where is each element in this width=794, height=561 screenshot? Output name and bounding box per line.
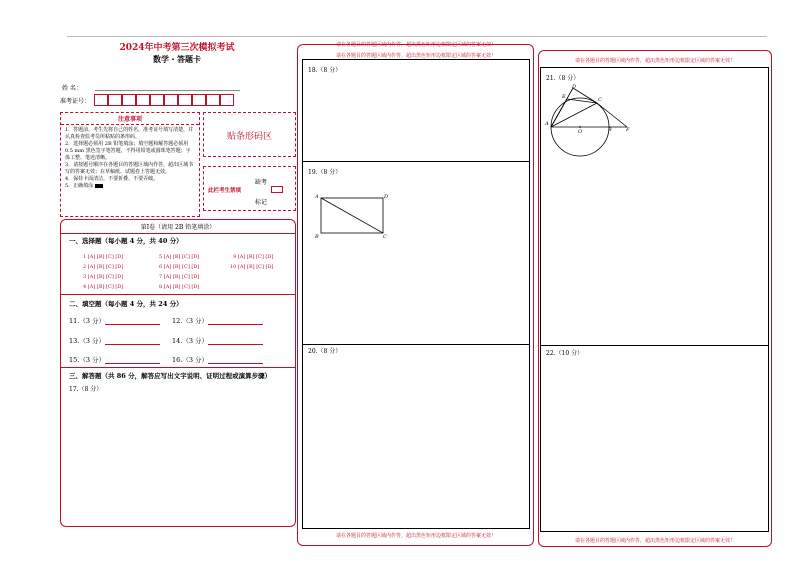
id-cell[interactable] (220, 94, 234, 106)
fill-title: 二、填空题（每小题 4 分，共 24 分） (69, 300, 183, 308)
center-dot (579, 126, 581, 128)
question-18-label: 18.（8 分） (308, 67, 342, 74)
id-cell[interactable] (136, 94, 150, 106)
absent-checkbox[interactable] (271, 186, 283, 193)
id-cell[interactable] (122, 94, 136, 106)
diagonal-ac (321, 198, 383, 233)
point-label-a: A (315, 194, 319, 200)
answer-title: 三、解答题（共 86 分，解答应写出文字说明、证明过程或演算步骤） (69, 372, 272, 380)
mcq-row[interactable]: 3 [A] [B] [C] [D] (83, 274, 124, 280)
mcq-row[interactable]: 9 [A] [B] [C] [D] (233, 254, 274, 260)
warning-top-1: 请在各题目的答题区域内作答，超出黑色矩形边框限定区域的答案无效！ (335, 42, 496, 48)
fill-label-16: 16.（3 分） (172, 356, 209, 364)
point-label-d: D (384, 194, 389, 200)
point-label-f: F (626, 127, 630, 133)
point-label-c: C (598, 97, 602, 103)
filled-sample (95, 184, 103, 188)
notice-list (61, 125, 199, 192)
warning-bottom: 请在各题目的答题区域内作答，超出黑色矩形边框限定区域的答案无效！ (335, 533, 496, 539)
notice-item: 3．请按题号顺序在各题目的答题区域内作答，超出区域书写的答案无效；在草稿纸、试题卷上答题无效。 (65, 162, 194, 175)
correct-fill-label: 5．正确填涂 (65, 183, 94, 189)
mcq-row[interactable]: 7 [A] [B] [C] [D] (159, 274, 200, 280)
question-21-label: 21.（8 分） (546, 75, 580, 82)
section-choice-fill-box (60, 219, 296, 527)
fill-label-14: 14.（3 分） (172, 337, 209, 345)
box-divider (303, 161, 529, 162)
answer-box-18-20 (302, 59, 530, 529)
notice-item: 1．答题前，考生先将自己的姓名，准考证号填写清楚，并认真检查监考员所粘贴的条形码。 (65, 127, 194, 140)
fill-blank-13[interactable] (105, 344, 160, 345)
section-divider (61, 367, 295, 368)
notice-title: 注意事项 (61, 113, 199, 125)
notice-item: 4．保持卡面清洁，不要折叠、不要弄破。 (65, 176, 159, 182)
absent-label-bottom: 标记 (255, 199, 268, 206)
question-22-label: 22.（10 分） (546, 350, 584, 357)
line-cf (597, 103, 627, 127)
point-label-e: E (562, 94, 566, 100)
absent-note: 此栏考生禁填 (208, 188, 242, 194)
id-cell[interactable] (178, 94, 192, 106)
fill-label-12: 12.（3 分） (172, 317, 209, 325)
point-label-o: O (578, 129, 583, 135)
id-cell[interactable] (94, 94, 108, 106)
mcq-row[interactable]: 4 [A] [B] [C] [D] (83, 284, 124, 290)
fill-blank-12[interactable] (208, 324, 263, 325)
barcode-label: 贴条形码区 (226, 132, 272, 142)
warning-top-col3: 请在各题目的答题区域内作答，超出黑色矩形边框限定区域的答案无效！ (574, 58, 735, 64)
question-17-label: 17.（8 分） (69, 386, 103, 393)
notice-box (60, 112, 200, 217)
point-label-a: A (545, 121, 549, 127)
fill-label-15: 15.（3 分） (69, 356, 106, 364)
warning-bottom-col3: 请在各题目的答题区域内作答，超出黑色矩形边框限定区域的答案无效！ (574, 538, 735, 544)
notice-item: 2．选择题必须用 2B 铅笔填涂；填空题和解答题必须用 0.5 mm 黑色签字笔答题，不得用铅笔或圆珠笔答题；字体工整、笔迹清晰。 (65, 141, 191, 161)
id-label: 准考证号： (60, 98, 91, 105)
box-divider (541, 345, 768, 346)
rectangle-abcd-figure (313, 192, 393, 242)
line-dc (573, 88, 597, 103)
exam-title: 2024年中考第三次模拟考试 (119, 43, 235, 53)
section1-header: 第Ⅰ卷（请用 2B 铅笔填涂） (61, 220, 295, 234)
absent-box (203, 166, 296, 211)
id-cell[interactable] (164, 94, 178, 106)
exam-subtitle: 数学・答题卡 (153, 54, 201, 64)
mcq-row[interactable]: 5 [A] [B] [C] [D] (159, 254, 200, 260)
id-cell[interactable] (150, 94, 164, 106)
absent-label-top: 缺考 (255, 179, 268, 186)
mcq-row[interactable]: 10 [A] [B] [C] [D] (230, 264, 274, 270)
name-line (95, 90, 240, 91)
id-cell[interactable] (206, 94, 220, 106)
answer-box-21-22 (540, 67, 769, 532)
question-19-label: 19.（8 分） (308, 169, 342, 176)
point-label-d: D (572, 84, 577, 90)
fill-blank-16[interactable] (208, 363, 263, 364)
mcq-row[interactable]: 8 [A] [B] [C] [D] (159, 284, 200, 290)
top-rule (67, 36, 767, 37)
barcode-area (203, 112, 296, 157)
question-20-label: 20.（8 分） (308, 348, 342, 355)
choice-title: 一、选择题（每小题 4 分，共 40 分） (69, 237, 183, 245)
point-label-c: C (383, 234, 387, 240)
section-divider (61, 294, 295, 295)
id-cell[interactable] (192, 94, 206, 106)
warning-top-2: 请在各题目的答题区域内作答，超出黑色矩形边框限定区域的答案无效！ (335, 53, 496, 59)
fill-blank-11[interactable] (105, 324, 160, 325)
box-divider (303, 344, 529, 345)
name-label: 姓 名： (62, 85, 82, 92)
point-label-b: B (315, 234, 319, 240)
notice-item (65, 183, 195, 190)
point-label-b: B (608, 127, 612, 133)
fill-blank-15[interactable] (105, 363, 160, 364)
circle-geometry-figure (547, 82, 637, 172)
mcq-row[interactable]: 1 [A] [B] [C] [D] (83, 254, 124, 260)
mcq-row[interactable]: 6 [A] [B] [C] [D] (159, 264, 200, 270)
id-cell[interactable] (108, 94, 122, 106)
fill-blank-14[interactable] (208, 344, 263, 345)
mcq-row[interactable]: 2 [A] [B] [C] [D] (83, 264, 124, 270)
fill-label-11: 11.（3 分） (69, 317, 106, 325)
fill-label-13: 13.（3 分） (69, 337, 106, 345)
